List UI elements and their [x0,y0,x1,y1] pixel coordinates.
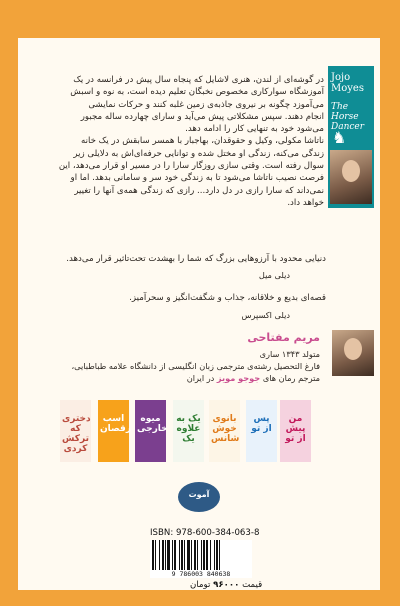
author-photo [330,150,372,204]
barcode-bar [197,540,198,570]
barcode-bar [179,540,180,570]
barcode-bar [159,540,160,570]
barcode-bar [214,540,215,570]
horse-icon: ♞ [332,128,347,147]
blurb-line: خواهد داد. [287,197,324,208]
translator-name: مریم مفتاحی [247,331,320,344]
review-source: دیلی اکسپرس [241,310,290,320]
blurb-line: فرصت نصیب ناتاشا می‌شود تا به زندگی خود سر و سامانی بدهد. اما او [70,173,324,184]
book-title: دختری که ترکش کردی [62,414,91,454]
barcode-digits: 9 786003 840638 [171,570,231,578]
barcode-bar [181,540,183,570]
book-title: میوه خارجی [137,414,168,434]
publisher-logo-text: آموت [188,490,210,499]
book-thumbnail [209,400,240,462]
review-quote: دنیایی محدود با آرزوهایی بزرگ که شما را بهشدت تحت‌تاثیر قرار می‌دهد. [66,254,326,264]
cover-author: Jojo Moyes [331,72,364,94]
barcode-bar [187,540,190,570]
book-title: اسب رقصان [100,414,132,434]
barcode-bar [203,540,205,570]
barcode-bar [174,540,176,570]
publisher-logo [178,482,220,512]
book-title: یک به علاوه یک [176,414,201,444]
blurb-paragraph [28,74,324,209]
barcode-bar [184,540,185,570]
book-title: من پیش از تو [285,414,306,444]
translator-bio-prefix: مترجم رمان های [262,373,320,383]
barcode-bar [201,540,202,570]
barcode-bar [155,540,156,570]
price-label [190,580,262,590]
blurb-line: نمی‌داند که سارا رازی در دل دارد... رازی که زندگی همه‌ی آنها را تغییر [74,185,324,196]
isbn-text: ISBN: 978-600-384-063-8 [150,528,260,538]
review-source: دیلی میل [258,270,290,280]
book-thumbnail [60,400,91,462]
translator-bio-line: متولد ۱۳۴۳ ساری [259,349,320,359]
translator-photo [332,330,374,376]
book-thumbnail [135,400,166,462]
barcode-bar [152,540,154,570]
book-title: پس از تو [251,414,272,434]
blurb-line: در گوشه‌ای از لندن، هنری لاشایل که پنجاه سال پیش در فرانسه در یک [73,75,324,85]
book-title: بانوی خوش شانس [211,414,240,444]
book-thumbnail [173,400,204,462]
cover-title: The Horse Dancer [331,102,365,132]
translator-bio-highlight: جوجو مویز [216,373,261,383]
price-unit: تومان [190,580,211,590]
blurb-line: آموزشگاه سوارکاری مخصوص نخبگان تعلیم دیده است، به نوه و اسبش [70,87,324,98]
blurb-line: انجام دهند. سپس مشکلاتی پیش می‌آید و سارای چهارده ساله مجبور [80,111,324,122]
barcode-bar [206,540,208,570]
translator-bio-line: فارغ التحصیل رشته‌ی مترجمی زبان انگلیسی از دانشگاه علامه طباطبایی، [71,361,320,371]
barcode [150,540,252,578]
barcode-bar [165,540,166,570]
barcode-bar [219,540,220,570]
barcode-bar [191,540,192,570]
barcode-bar [162,540,164,570]
blurb-line: زندگی می‌کنه، زندگی او مختل شده و توانایی حرفه‌ای‌اش به دلایلی زیر [73,148,324,159]
barcode-bar [194,540,196,570]
blurb-line: ناتاشا مکولی، وکیل و حقوقدان، بهاجبار با همسر سابقش در یک خانه [81,136,324,147]
author-face [342,160,360,182]
book-thumbnail [246,400,277,462]
blurb-line: می‌شود خود به تنهایی کار را ادامه دهد. [185,124,324,135]
blurb-line: سوال رفته است. وقتی سازی روزگار سارا را در مسیر او قرار می‌دهد، این [58,161,324,172]
book-thumbnail [98,400,132,462]
blurb-line: می‌آموزد چگونه بر نیروی جاذبه‌ی زمین غلبه کنند و حرکات نمایشی [88,99,324,110]
translator-bio [40,348,320,384]
barcode-bar [210,540,211,570]
barcode-bars [150,540,252,570]
translator-face [344,338,362,360]
review-quote: قصه‌ای بدیع و خلاقانه، جذاب و شگفت‌انگیز و سحرآمیز. [129,293,326,303]
price-value: ۹۶۰۰۰ [213,580,240,590]
price-prefix: قیمت [242,580,263,590]
barcode-bar [167,540,170,570]
barcode-bar [172,540,173,570]
translator-bio-line [40,372,320,384]
book-thumbnail [280,400,311,462]
translator-bio-suffix: در ایران [186,373,215,383]
barcode-bar [216,540,218,570]
